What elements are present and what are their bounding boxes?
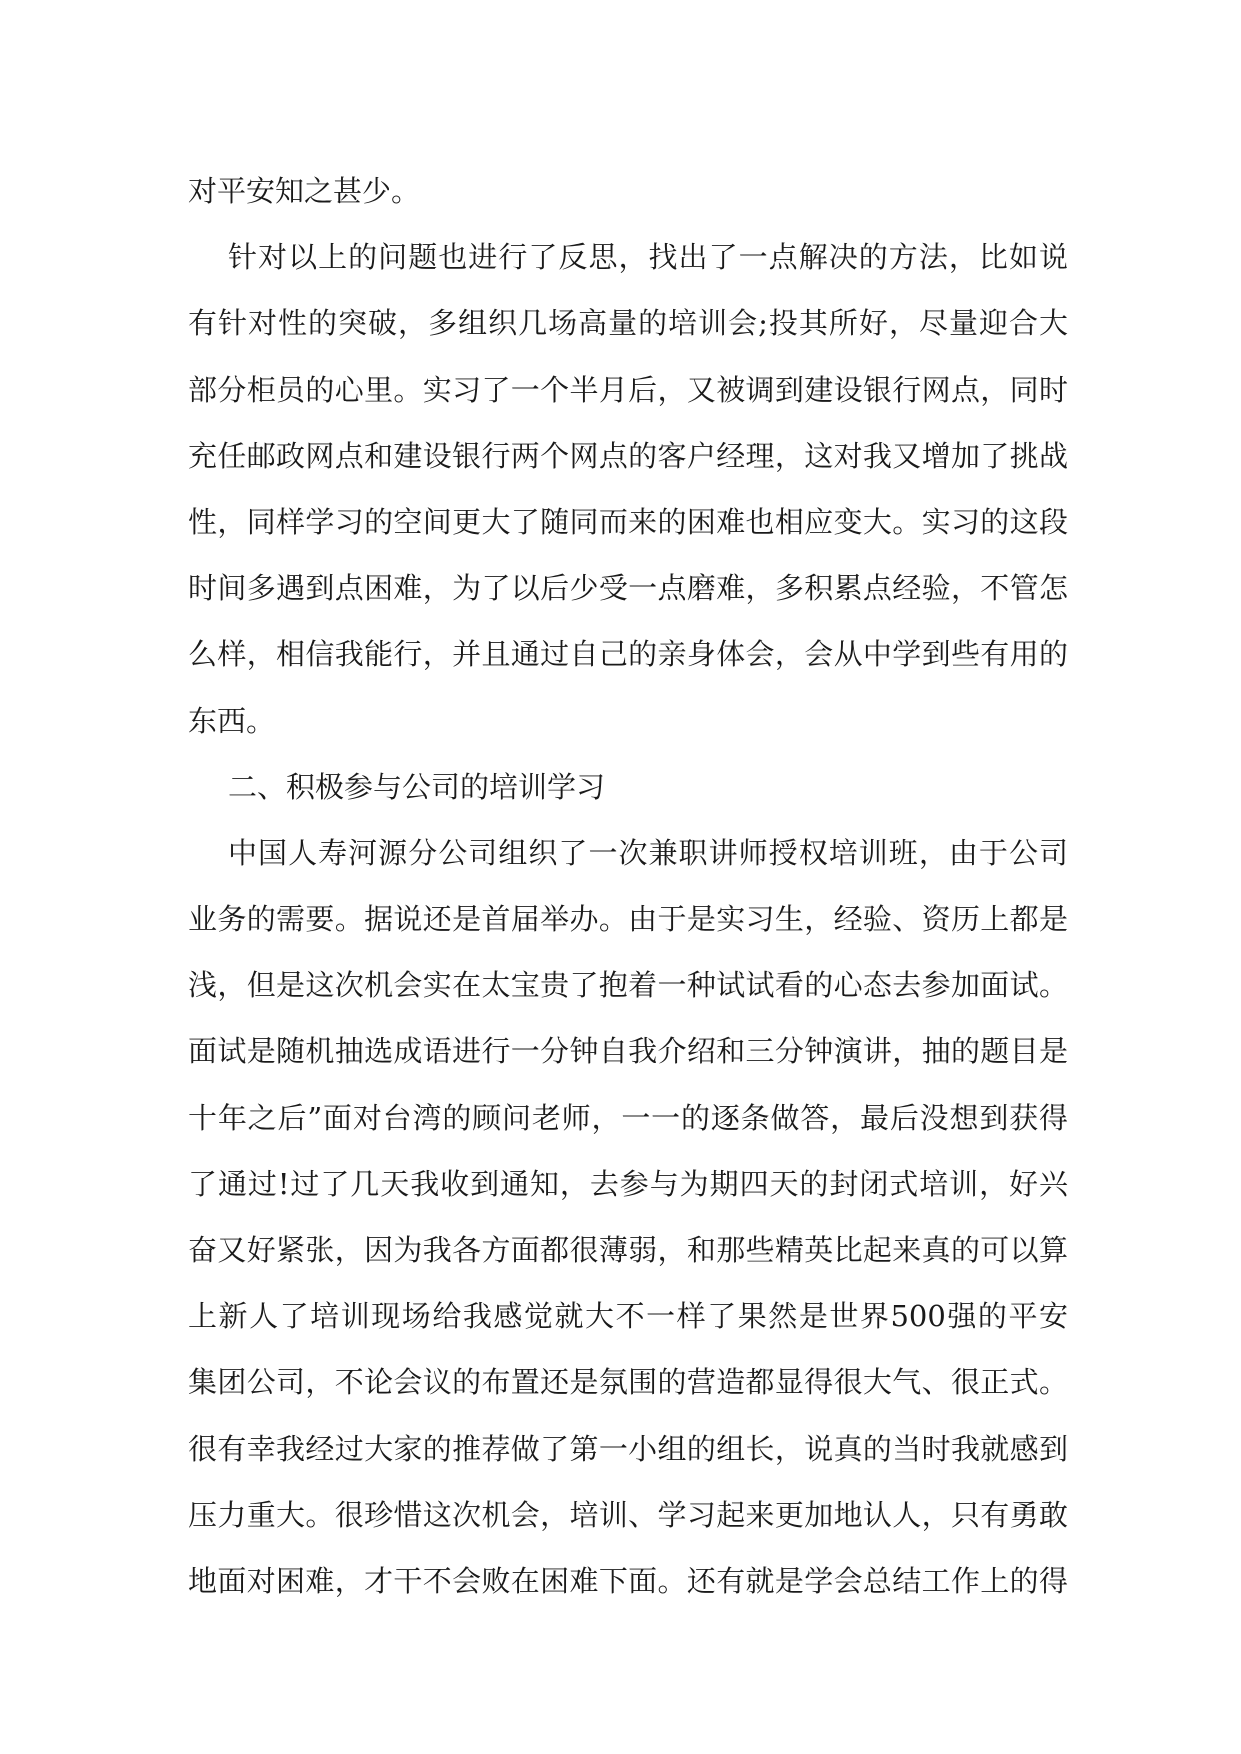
text-line: 很有幸我经过大家的推荐做了第一小组的组长，说真的当时我就感到 xyxy=(188,1431,1068,1466)
text-line: 有针对性的突破，多组织几场高量的培训会;投其所好，尽量迎合大 xyxy=(188,306,1068,341)
text-line: 性，同样学习的空间更大了随同而来的困难也相应变大。实习的这段 xyxy=(188,504,1068,539)
text-line: 十年之后”面对台湾的顾问老师，一一的逐条做答，最后没想到获得 xyxy=(188,1100,1068,1135)
text-line: 充任邮政网点和建设银行两个网点的客户经理，这对我又增加了挑战 xyxy=(188,438,1068,473)
section-heading: 二、积极参与公司的培训学习 xyxy=(228,769,606,804)
text-line: 面试是随机抽选成语进行一分钟自我介绍和三分钟演讲，抽的题目是 xyxy=(188,1034,1068,1069)
text-line: 东西。 xyxy=(188,703,276,738)
text-line: 对平安知之甚少。 xyxy=(188,174,421,208)
body-text xyxy=(188,158,1068,1614)
text-line: 业务的需要。据说还是首届举办。由于是实习生，经验、资历上都是 xyxy=(188,902,1068,937)
text-line: 了通过!过了几天我收到通知，去参与为期四天的封闭式培训，好兴 xyxy=(188,1166,1068,1201)
text-line: 上新人了培训现场给我感觉就大不一样了果然是世界500强的平安 xyxy=(188,1299,1068,1334)
text-line: 部分柜员的心里。实习了一个半月后，又被调到建设银行网点，同时 xyxy=(188,372,1068,407)
paragraph-start-line: 中国人寿河源分公司组织了一次兼职讲师授权培训班，由于公司 xyxy=(228,835,1068,870)
text-line: 时间多遇到点困难，为了以后少受一点磨难，多积累点经验，不管怎 xyxy=(188,571,1068,606)
text-line: 奋又好紧张，因为我各方面都很薄弱，和那些精英比起来真的可以算 xyxy=(188,1233,1068,1267)
text-line: 浅，但是这次机会实在太宝贵了抱着一种试试看的心态去参加面试。 xyxy=(188,968,1068,1003)
text-line: 地面对困难，才干不会败在困难下面。还有就是学会总结工作上的得 xyxy=(188,1563,1068,1598)
paragraph-start-line: 针对以上的问题也进行了反思，找出了一点解决的方法，比如说 xyxy=(228,240,1068,275)
text-line: 集团公司，不论会议的布置还是氛围的营造都显得很大气、很正式。 xyxy=(188,1365,1068,1400)
text-line: 么样，相信我能行，并且通过自己的亲身体会，会从中学到些有用的 xyxy=(188,637,1068,672)
text-line: 压力重大。很珍惜这次机会，培训、学习起来更加地认人，只有勇敢 xyxy=(188,1497,1068,1532)
